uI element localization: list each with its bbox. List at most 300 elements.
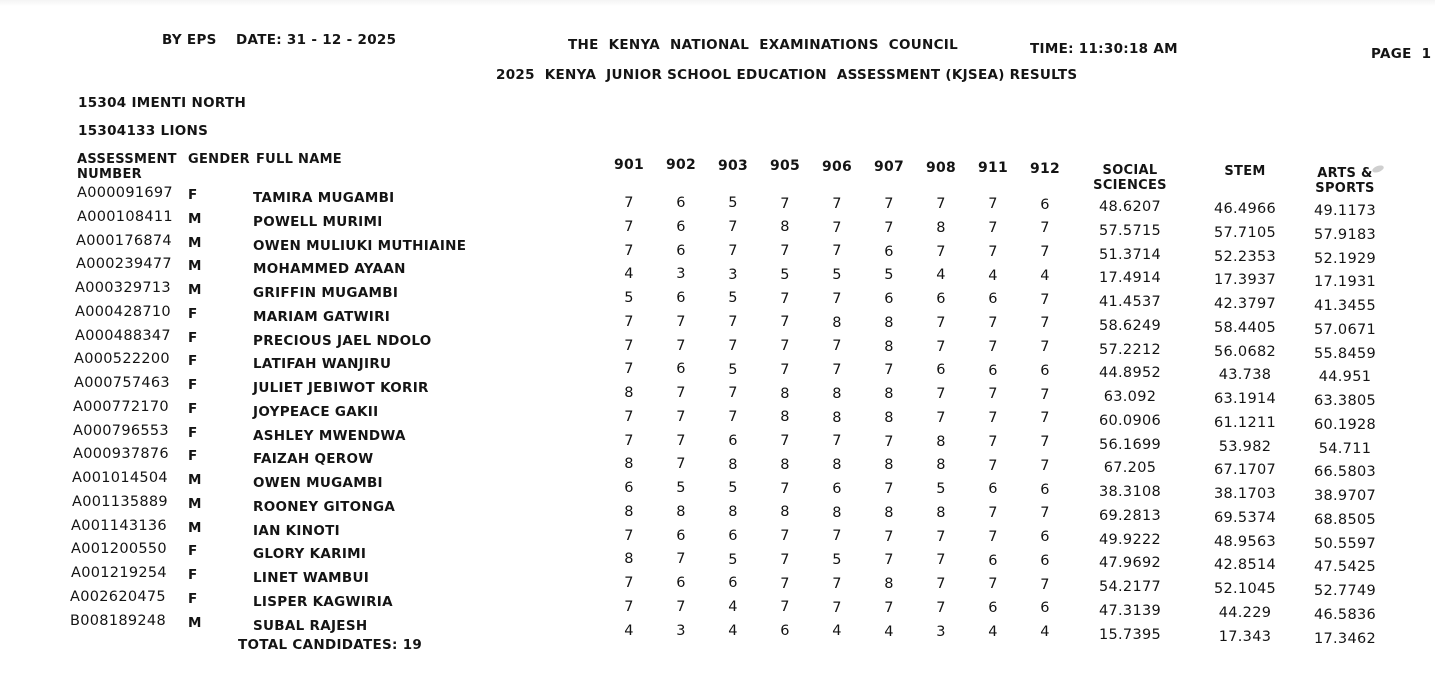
- report-subtitle: 2025 KENYA JUNIOR SCHOOL EDUCATION ASSESSMENT (KJSEA) RESULTS: [496, 67, 1078, 83]
- subject-911-score: 6: [988, 362, 998, 379]
- subject-912-score: 7: [1040, 386, 1050, 403]
- stem-score: 38.1703: [1213, 486, 1277, 502]
- subject-908-score: 7: [936, 338, 946, 355]
- subject-903-score: 5: [728, 361, 738, 378]
- subject-907-score: 6: [884, 291, 894, 307]
- subject-906-score: 7: [832, 528, 842, 545]
- subject-908-score: 8: [936, 504, 946, 521]
- subject-908-score: 6: [936, 291, 946, 308]
- full-name: JULIET JEBIWOT KORIR: [253, 380, 429, 396]
- arts-sports-score: 17.3462: [1313, 630, 1377, 647]
- subject-911-score: 7: [988, 505, 998, 522]
- arts-sports-score: 47.5425: [1313, 559, 1377, 576]
- full-name: JOYPEACE GAKII: [253, 403, 379, 420]
- subject-903-score: 3: [728, 266, 738, 283]
- full-name: ROONEY GITONGA: [253, 498, 396, 515]
- subject-905-score: 5: [780, 266, 790, 283]
- subject-903-score: 6: [728, 575, 738, 592]
- subject-903-score: 7: [728, 385, 738, 402]
- subject-903-score: 8: [728, 504, 738, 521]
- subject-902-score: 7: [676, 598, 686, 615]
- gender: M: [188, 234, 202, 251]
- subject-908-score: 7: [936, 576, 946, 593]
- subject-901-score: 6: [624, 480, 634, 496]
- subject-905-score: 7: [780, 575, 790, 592]
- school-line: 15304133 LIONS: [78, 123, 209, 139]
- subject-908-score: 4: [936, 267, 946, 284]
- col-header-arts-line2: SPORTS: [1315, 181, 1375, 196]
- assessment-number: A000091697: [77, 185, 173, 201]
- full-name: MOHAMMED AYAAN: [253, 261, 406, 278]
- subject-906-score: 7: [832, 243, 842, 260]
- arts-sports-score: 55.8459: [1313, 345, 1377, 362]
- subject-907-score: 7: [884, 433, 894, 450]
- subject-902-score: 6: [676, 361, 686, 378]
- subject-911-score: 4: [988, 623, 998, 640]
- subject-901-score: 7: [624, 337, 634, 354]
- subject-906-score: 7: [832, 338, 842, 355]
- subject-905-score: 8: [780, 456, 790, 473]
- gender: F: [188, 187, 198, 203]
- full-name: GRIFFIN MUGAMBI: [253, 285, 399, 301]
- arts-sports-score: 50.5597: [1313, 535, 1377, 552]
- subject-906-score: 7: [832, 575, 842, 592]
- subject-912-score: 6: [1040, 600, 1050, 617]
- subject-905-score: 7: [780, 314, 790, 331]
- subject-902-score: 7: [676, 551, 686, 568]
- subject-902-score: 6: [676, 242, 686, 259]
- subject-906-score: 8: [832, 314, 842, 331]
- subject-905-score: 7: [780, 599, 790, 616]
- assessment-number: A001014504: [72, 470, 168, 486]
- subject-902-score: 7: [676, 385, 686, 402]
- subject-907-score: 7: [884, 196, 894, 212]
- subject-911-score: 7: [988, 410, 998, 427]
- subject-901-score: 8: [624, 456, 634, 473]
- subject-903-score: 7: [728, 219, 738, 236]
- subject-902-score: 6: [676, 575, 686, 592]
- subject-906-score: 4: [832, 623, 842, 640]
- stem-score: 57.7105: [1213, 224, 1277, 241]
- social-sciences-score: 60.0906: [1098, 412, 1162, 429]
- subject-905-score: 7: [780, 290, 790, 307]
- stem-score: 42.8514: [1213, 557, 1277, 574]
- subject-911-score: 7: [988, 196, 998, 213]
- stem-score: 17.343: [1218, 628, 1272, 645]
- subject-907-score: 7: [884, 552, 894, 569]
- stem-score: 46.4966: [1213, 201, 1277, 217]
- arts-sports-score: 41.3455: [1313, 298, 1377, 314]
- subject-906-score: 8: [832, 504, 842, 521]
- full-name: SUBAL RAJESH: [253, 617, 368, 634]
- subject-912-score: 7: [1040, 576, 1050, 593]
- subject-902-score: 7: [676, 432, 686, 449]
- subject-902-score: 7: [676, 337, 686, 354]
- gender: F: [188, 329, 198, 346]
- assessment-number: A000239477: [76, 256, 172, 273]
- stem-score: 58.4405: [1213, 319, 1277, 336]
- gender: M: [188, 282, 202, 298]
- gender: F: [188, 305, 198, 322]
- subject-912-score: 7: [1040, 410, 1050, 427]
- assessment-number: A000772170: [73, 398, 169, 415]
- assessment-number: A002620475: [70, 588, 166, 605]
- subject-901-score: 8: [624, 551, 634, 568]
- subject-906-score: 7: [832, 290, 842, 307]
- col-header-stem: STEM: [1224, 164, 1266, 179]
- social-sciences-score: 49.9222: [1098, 531, 1162, 548]
- col-header-arts-sports: [1300, 166, 1390, 196]
- subject-911-score: 7: [988, 220, 998, 237]
- gender: M: [188, 519, 202, 536]
- subject-907-score: 7: [884, 362, 894, 379]
- subject-901-score: 7: [624, 218, 634, 235]
- subject-907-score: 8: [884, 386, 894, 402]
- subject-908-score: 5: [936, 481, 946, 498]
- arts-sports-score: 44.951: [1318, 369, 1372, 386]
- arts-sports-score: 52.7749: [1313, 583, 1377, 599]
- social-sciences-score: 48.6207: [1098, 199, 1162, 215]
- subject-906-score: 6: [832, 480, 842, 497]
- social-sciences-score: 15.7395: [1098, 626, 1162, 643]
- social-sciences-score: 63.092: [1103, 389, 1157, 405]
- gender: M: [188, 495, 202, 512]
- subject-907-score: 4: [884, 623, 894, 640]
- subject-905-score: 7: [780, 243, 790, 260]
- subject-905-score: 7: [780, 361, 790, 378]
- social-sciences-score: 51.3714: [1098, 246, 1162, 263]
- full-name: OWEN MUGAMBI: [253, 475, 383, 491]
- subject-905-score: 8: [780, 385, 790, 402]
- subject-903-score: 6: [728, 527, 738, 544]
- subject-911-score: 7: [988, 315, 998, 332]
- subject-908-score: 7: [936, 196, 946, 213]
- arts-sports-score: 68.8505: [1313, 511, 1377, 528]
- arts-sports-score: 54.711: [1318, 440, 1372, 457]
- subject-906-score: 8: [832, 457, 842, 474]
- subject-903-score: 7: [728, 314, 738, 331]
- subject-906-score: 7: [832, 362, 842, 379]
- social-sciences-score: 38.3108: [1098, 484, 1162, 500]
- subject-901-score: 7: [624, 408, 634, 425]
- arts-sports-score: 46.5836: [1313, 606, 1377, 623]
- stem-score: 44.229: [1218, 604, 1272, 621]
- subject-911-score: 6: [988, 291, 998, 308]
- subject-902-score: 6: [676, 290, 686, 307]
- subject-902-score: 3: [676, 266, 686, 283]
- subject-907-score: 7: [884, 528, 894, 545]
- subject-908-score: 7: [936, 599, 946, 616]
- gender: M: [188, 258, 202, 275]
- subject-912-score: 6: [1040, 196, 1050, 213]
- col-header-subject-911: 911: [977, 160, 1009, 176]
- social-sciences-score: 58.6249: [1098, 317, 1162, 334]
- subject-905-score: 8: [780, 409, 790, 426]
- council-title: THE KENYA NATIONAL EXAMINATIONS COUNCIL: [568, 37, 959, 53]
- social-sciences-score: 56.1699: [1098, 436, 1162, 453]
- subject-908-score: 6: [936, 362, 946, 379]
- arts-sports-score: 52.1929: [1313, 250, 1377, 267]
- gender: F: [188, 590, 198, 607]
- page-number: PAGE 1: [1371, 46, 1432, 62]
- subject-907-score: 8: [884, 576, 894, 592]
- stem-score: 63.1914: [1213, 391, 1277, 407]
- social-sciences-score: 57.5715: [1098, 222, 1162, 239]
- subject-902-score: 7: [676, 313, 686, 330]
- stem-score: 43.738: [1218, 367, 1272, 384]
- social-sciences-score: 67.205: [1103, 460, 1157, 477]
- stem-score: 56.0682: [1213, 343, 1277, 360]
- region-line: 15304 IMENTI NORTH: [78, 95, 247, 111]
- stem-score: 67.1707: [1213, 462, 1277, 479]
- subject-908-score: 8: [936, 219, 946, 236]
- stem-score: 52.2353: [1213, 248, 1277, 265]
- subject-907-score: 6: [884, 243, 894, 260]
- col-header-subject-912: 912: [1029, 161, 1061, 177]
- arts-sports-score: 60.1928: [1313, 416, 1377, 433]
- subject-902-score: 6: [676, 527, 686, 544]
- subject-908-score: 7: [936, 528, 946, 545]
- subject-901-score: 4: [624, 266, 634, 283]
- subject-902-score: 3: [676, 622, 686, 639]
- social-sciences-score: 41.4537: [1098, 294, 1162, 310]
- subject-901-score: 7: [624, 575, 634, 591]
- full-name: FAIZAH QEROW: [253, 451, 374, 468]
- col-header-subject-903: 903: [717, 158, 749, 174]
- social-sciences-score: 57.2212: [1098, 341, 1162, 358]
- subject-903-score: 7: [728, 337, 738, 354]
- col-header-social-line1: SOCIAL: [1102, 163, 1158, 178]
- arts-sports-score: 49.1173: [1313, 203, 1377, 219]
- assessment-number: A001135889: [72, 493, 168, 510]
- gender: F: [188, 424, 198, 441]
- gender: F: [188, 400, 198, 417]
- subject-908-score: 7: [936, 409, 946, 426]
- assessment-number: A001143136: [71, 517, 167, 534]
- social-sciences-score: 17.4914: [1098, 270, 1162, 287]
- subject-911-score: 4: [988, 267, 998, 284]
- subject-912-score: 7: [1040, 220, 1050, 237]
- subject-912-score: 7: [1040, 244, 1050, 261]
- page-top-edge: [0, 0, 1435, 6]
- print-time: TIME: 11:30:18 AM: [1030, 41, 1178, 57]
- stem-score: 42.3797: [1213, 296, 1277, 312]
- print-date: DATE: 31 - 12 - 2025: [236, 32, 397, 48]
- assessment-number: A000108411: [77, 208, 173, 225]
- full-name: LINET WAMBUI: [253, 570, 370, 586]
- subject-901-score: 8: [624, 503, 634, 520]
- subject-903-score: 8: [728, 456, 738, 473]
- subject-901-score: 7: [624, 242, 634, 259]
- subject-911-score: 6: [988, 552, 998, 569]
- subject-912-score: 7: [1040, 291, 1050, 308]
- arts-sports-score: 57.9183: [1313, 226, 1377, 243]
- subject-903-score: 5: [728, 195, 738, 212]
- subject-907-score: 5: [884, 267, 894, 284]
- subject-911-score: 7: [988, 457, 998, 474]
- full-name: LISPER KAGWIRIA: [253, 593, 393, 610]
- full-name: ASHLEY MWENDWA: [253, 427, 406, 444]
- social-sciences-score: 47.3139: [1098, 602, 1162, 619]
- arts-sports-score: 63.3805: [1313, 393, 1377, 409]
- subject-908-score: 7: [936, 314, 946, 331]
- subject-902-score: 5: [676, 480, 686, 497]
- subject-912-score: 7: [1040, 505, 1050, 522]
- subject-912-score: 6: [1040, 552, 1050, 569]
- subject-907-score: 8: [884, 504, 894, 521]
- subject-906-score: 7: [832, 219, 842, 236]
- subject-906-score: 7: [832, 599, 842, 616]
- col-header-subject-901: 901: [613, 157, 645, 173]
- gender: M: [188, 472, 202, 488]
- gender: F: [188, 543, 198, 560]
- arts-sports-score: 38.9707: [1313, 488, 1377, 504]
- col-header-assessment-line1: ASSESSMENT: [77, 152, 177, 167]
- subject-912-score: 6: [1040, 529, 1050, 546]
- subject-902-score: 8: [676, 503, 686, 520]
- stem-score: 17.3937: [1213, 272, 1277, 289]
- subject-912-score: 6: [1040, 481, 1050, 498]
- assessment-number: A000176874: [76, 232, 172, 249]
- subject-912-score: 4: [1040, 267, 1050, 284]
- stem-score: 53.982: [1218, 438, 1272, 455]
- subject-901-score: 7: [624, 361, 634, 378]
- stem-score: 48.9563: [1213, 533, 1277, 550]
- subject-902-score: 6: [676, 195, 686, 212]
- gender: M: [188, 614, 202, 631]
- col-header-subject-908: 908: [925, 160, 957, 176]
- subject-911-score: 7: [988, 528, 998, 545]
- subject-903-score: 7: [728, 409, 738, 426]
- gender: F: [188, 448, 198, 465]
- subject-912-score: 6: [1040, 362, 1050, 379]
- subject-912-score: 4: [1040, 624, 1050, 641]
- subject-912-score: 7: [1040, 457, 1050, 474]
- col-header-social-sciences: [1080, 163, 1180, 193]
- assessment-number: A000522200: [74, 351, 170, 368]
- col-header-subject-906: 906: [821, 159, 853, 175]
- subject-901-score: 7: [624, 313, 634, 330]
- subject-905-score: 8: [780, 219, 790, 236]
- subject-905-score: 6: [780, 623, 790, 640]
- subject-903-score: 6: [728, 432, 738, 449]
- full-name: TAMIRA MUGAMBI: [253, 190, 395, 206]
- subject-903-score: 5: [728, 480, 738, 497]
- subject-906-score: 5: [832, 552, 842, 569]
- subject-908-score: 7: [936, 552, 946, 569]
- assessment-number: B008189248: [70, 612, 166, 629]
- subject-905-score: 7: [780, 433, 790, 450]
- col-header-gender: GENDER: [188, 152, 250, 167]
- subject-901-score: 5: [624, 290, 634, 306]
- social-sciences-score: 47.9692: [1098, 555, 1162, 572]
- subject-907-score: 8: [884, 338, 894, 355]
- arts-sports-score: 57.0671: [1313, 321, 1377, 338]
- assessment-number: A000329713: [75, 280, 171, 296]
- gender: F: [188, 567, 198, 583]
- full-name: PRECIOUS JAEL NDOLO: [253, 332, 432, 349]
- assessment-number: A000428710: [75, 303, 171, 320]
- stem-score: 52.1045: [1213, 581, 1277, 597]
- subject-903-score: 5: [728, 551, 738, 568]
- assessment-number: A000796553: [73, 422, 169, 439]
- full-name: LATIFAH WANJIRU: [253, 356, 392, 373]
- subject-901-score: 7: [624, 527, 634, 544]
- subject-905-score: 7: [780, 338, 790, 355]
- assessment-number: A000757463: [74, 375, 170, 391]
- stem-score: 61.1211: [1213, 414, 1277, 431]
- subject-901-score: 7: [624, 195, 634, 211]
- subject-911-score: 6: [988, 481, 998, 498]
- social-sciences-score: 44.8952: [1098, 365, 1162, 382]
- subject-901-score: 4: [624, 622, 634, 639]
- subject-903-score: 4: [728, 622, 738, 639]
- subject-903-score: 5: [728, 290, 738, 307]
- arts-sports-score: 66.5803: [1313, 464, 1377, 481]
- arts-sports-score: 17.1931: [1313, 274, 1377, 291]
- subject-902-score: 6: [676, 218, 686, 235]
- subject-905-score: 7: [780, 480, 790, 497]
- subject-911-score: 6: [988, 600, 998, 617]
- subject-905-score: 7: [780, 528, 790, 545]
- col-header-subject-907: 907: [873, 159, 905, 175]
- subject-911-score: 7: [988, 576, 998, 593]
- full-name: MARIAM GATWIRI: [253, 308, 391, 325]
- subject-901-score: 7: [624, 598, 634, 615]
- subject-906-score: 8: [832, 409, 842, 426]
- subject-907-score: 8: [884, 314, 894, 331]
- subject-908-score: 7: [936, 386, 946, 403]
- subject-905-score: 8: [780, 504, 790, 521]
- subject-908-score: 8: [936, 457, 946, 474]
- subject-906-score: 8: [832, 385, 842, 402]
- subject-907-score: 7: [884, 599, 894, 616]
- subject-908-score: 3: [936, 623, 946, 640]
- subject-902-score: 7: [676, 456, 686, 473]
- subject-907-score: 7: [884, 219, 894, 236]
- subject-911-score: 7: [988, 338, 998, 355]
- assessment-number: A001200550: [71, 541, 167, 558]
- full-name: OWEN MULIUKI MUTHIAINE: [253, 237, 467, 254]
- assessment-number: A000488347: [75, 327, 171, 344]
- full-name: GLORY KARIMI: [253, 546, 367, 563]
- subject-911-score: 7: [988, 243, 998, 260]
- subject-905-score: 7: [780, 551, 790, 568]
- gender: M: [188, 210, 202, 227]
- subject-906-score: 7: [832, 433, 842, 450]
- subject-902-score: 7: [676, 408, 686, 425]
- col-header-full-name: FULL NAME: [256, 152, 342, 167]
- assessment-number: A001219254: [71, 565, 167, 581]
- subject-901-score: 7: [624, 432, 634, 449]
- gender: F: [188, 353, 198, 370]
- subject-911-score: 7: [988, 386, 998, 403]
- subject-912-score: 7: [1040, 339, 1050, 356]
- subject-906-score: 7: [832, 195, 842, 212]
- subject-907-score: 7: [884, 481, 894, 497]
- subject-908-score: 7: [936, 243, 946, 260]
- subject-912-score: 7: [1040, 434, 1050, 451]
- full-name: POWELL MURIMI: [253, 213, 383, 230]
- gender: F: [188, 377, 198, 393]
- subject-908-score: 8: [936, 433, 946, 450]
- total-candidates: TOTAL CANDIDATES: 19: [238, 637, 423, 654]
- subject-903-score: 4: [728, 599, 738, 616]
- subject-906-score: 5: [832, 267, 842, 284]
- social-sciences-score: 54.2177: [1098, 579, 1162, 595]
- assessment-number: A000937876: [73, 446, 169, 463]
- col-header-social-line2: SCIENCES: [1093, 178, 1167, 193]
